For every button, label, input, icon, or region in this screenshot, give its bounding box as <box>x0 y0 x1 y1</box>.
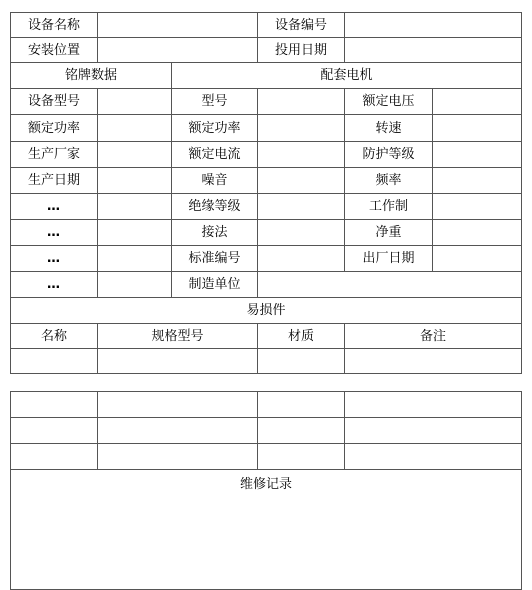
commission-date-value[interactable] <box>345 38 522 63</box>
spares-col-name: 名称 <box>11 324 98 349</box>
nameplate-value[interactable] <box>98 168 172 194</box>
motor-label: 绝缘等级 <box>172 194 258 220</box>
nameplate-value[interactable] <box>98 272 172 298</box>
location-value[interactable] <box>98 38 258 63</box>
device-name-value[interactable] <box>98 13 258 38</box>
spares-cell[interactable] <box>258 444 345 470</box>
device-no-value[interactable] <box>345 13 522 38</box>
spares-cell[interactable] <box>11 392 98 418</box>
nameplate-value[interactable] <box>98 194 172 220</box>
spares-cell[interactable] <box>345 392 522 418</box>
nameplate-ellipsis: … <box>11 246 98 272</box>
spares-cell[interactable] <box>98 444 258 470</box>
nameplate-label: 设备型号 <box>11 89 98 115</box>
motor-value[interactable] <box>433 246 522 272</box>
maintenance-header: 维修记录 <box>239 477 292 492</box>
nameplate-value[interactable] <box>98 220 172 246</box>
nameplate-label: 生产厂家 <box>11 142 98 168</box>
spares-cell[interactable] <box>11 349 98 374</box>
nameplate-ellipsis: … <box>11 194 98 220</box>
spares-cell[interactable] <box>345 418 522 444</box>
spares-cell[interactable] <box>345 349 522 374</box>
motor-label: 净重 <box>345 220 433 246</box>
motor-value[interactable] <box>258 194 345 220</box>
motor-value[interactable] <box>433 220 522 246</box>
motor-value[interactable] <box>258 220 345 246</box>
spares-col-spec: 规格型号 <box>98 324 258 349</box>
maintenance-record[interactable] <box>11 470 522 590</box>
nameplate-value[interactable] <box>98 115 172 142</box>
motor-value[interactable] <box>433 194 522 220</box>
manufacturer-value[interactable] <box>258 272 522 298</box>
equipment-record-form <box>10 12 522 374</box>
motor-label: 频率 <box>345 168 433 194</box>
nameplate-value[interactable] <box>98 89 172 115</box>
nameplate-label: 生产日期 <box>11 168 98 194</box>
motor-label: 制造单位 <box>172 272 258 298</box>
motor-label: 额定电流 <box>172 142 258 168</box>
device-no-label: 设备编号 <box>258 13 345 38</box>
motor-header: 配套电机 <box>172 63 522 89</box>
spares-cell[interactable] <box>11 418 98 444</box>
motor-label: 型号 <box>172 89 258 115</box>
motor-value[interactable] <box>433 115 522 142</box>
spares-cell[interactable] <box>98 418 258 444</box>
nameplate-label: 额定功率 <box>11 115 98 142</box>
nameplate-ellipsis: … <box>11 272 98 298</box>
location-label: 安装位置 <box>11 38 98 63</box>
motor-label: 出厂日期 <box>345 246 433 272</box>
nameplate-header: 铭牌数据 <box>11 63 172 89</box>
motor-value[interactable] <box>433 142 522 168</box>
spares-header: 易损件 <box>11 298 522 324</box>
spares-col-remarks: 备注 <box>345 324 522 349</box>
motor-value[interactable] <box>258 168 345 194</box>
motor-label: 噪音 <box>172 168 258 194</box>
spares-cell[interactable] <box>258 392 345 418</box>
device-name-label: 设备名称 <box>11 13 98 38</box>
motor-label: 工作制 <box>345 194 433 220</box>
motor-label: 标准编号 <box>172 246 258 272</box>
motor-value[interactable] <box>433 89 522 115</box>
nameplate-ellipsis: … <box>11 220 98 246</box>
motor-value[interactable] <box>258 115 345 142</box>
spares-cell[interactable] <box>258 418 345 444</box>
motor-label: 接法 <box>172 220 258 246</box>
spares-cell[interactable] <box>11 444 98 470</box>
spares-cell[interactable] <box>345 444 522 470</box>
motor-value[interactable] <box>258 246 345 272</box>
spares-continuation-table <box>10 391 522 590</box>
motor-label: 转速 <box>345 115 433 142</box>
spares-cell[interactable] <box>98 349 258 374</box>
motor-value[interactable] <box>258 89 345 115</box>
motor-label: 防护等级 <box>345 142 433 168</box>
motor-value[interactable] <box>433 168 522 194</box>
motor-label: 额定电压 <box>345 89 433 115</box>
spares-cell[interactable] <box>98 392 258 418</box>
spares-col-material: 材质 <box>258 324 345 349</box>
motor-value[interactable] <box>258 142 345 168</box>
spares-cell[interactable] <box>258 349 345 374</box>
nameplate-value[interactable] <box>98 142 172 168</box>
motor-label: 额定功率 <box>172 115 258 142</box>
commission-date-label: 投用日期 <box>258 38 345 63</box>
nameplate-value[interactable] <box>98 246 172 272</box>
